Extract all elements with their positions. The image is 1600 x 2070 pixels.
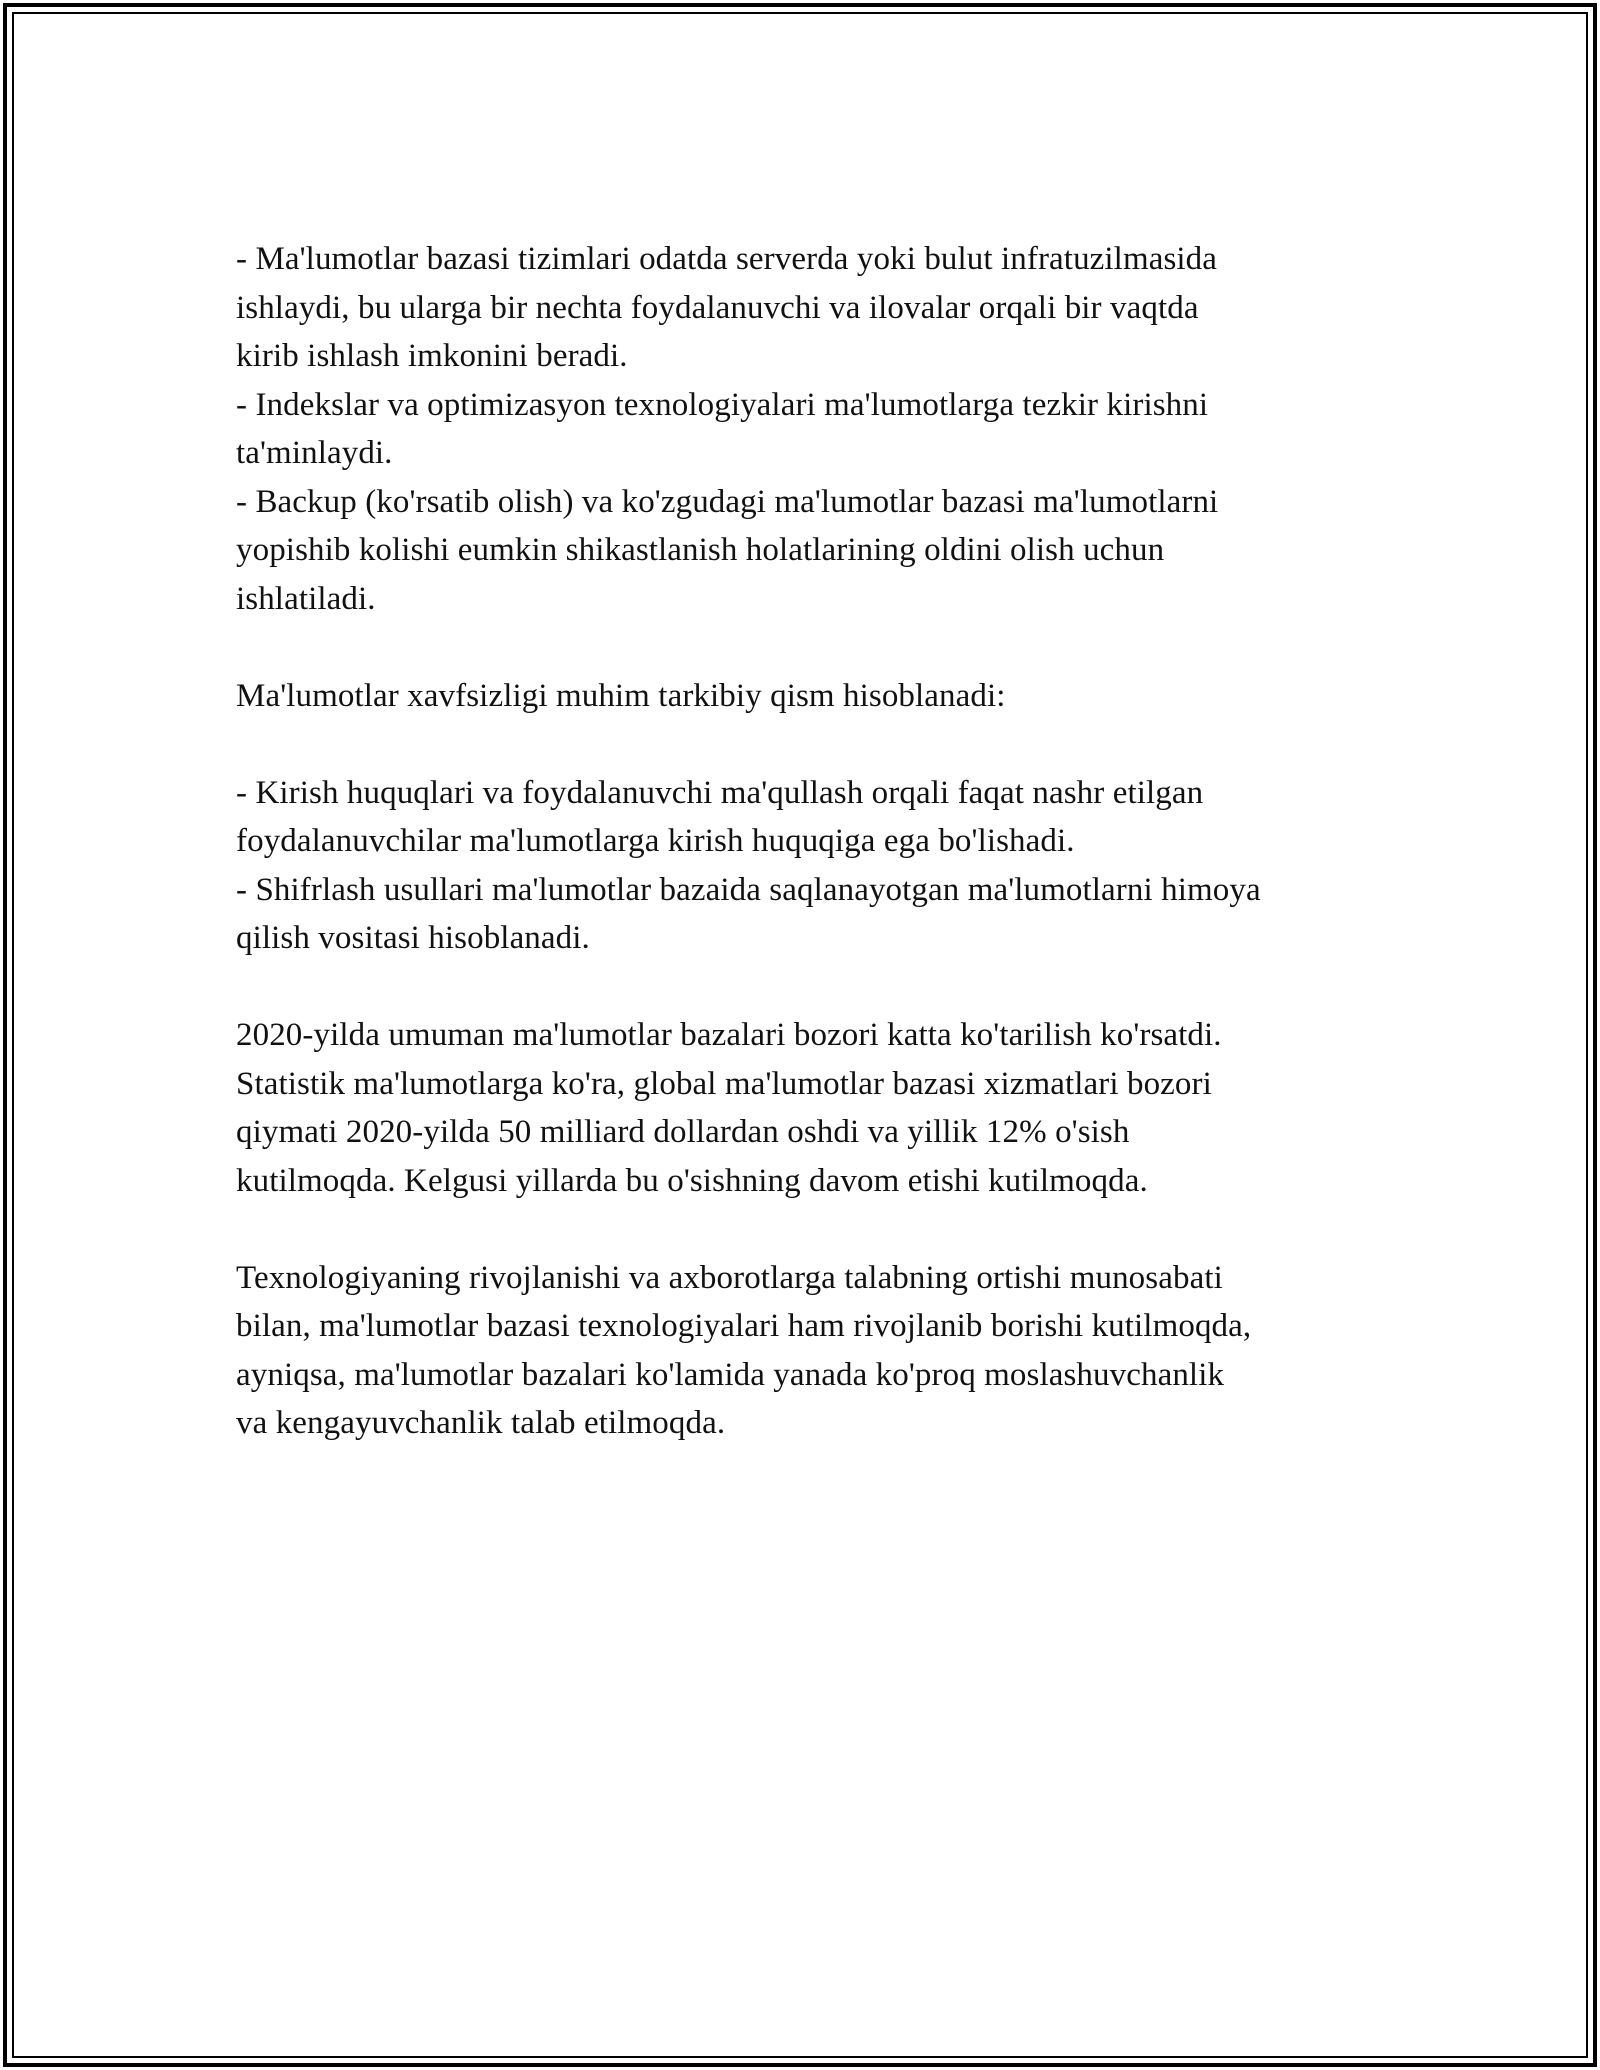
paragraph-database-systems	[236, 235, 1416, 623]
paragraph-security-heading	[236, 672, 1416, 721]
text-line: - Kirish huquqlari va foydalanuvchi ma'qullash orqali faqat nashr etilgan	[236, 774, 1204, 811]
text-line: kutilmoqda. Kelgusi yillarda bu o'sishning davom etishi kutilmoqda.	[236, 1162, 1148, 1199]
text-line: - Shifrlash usullari ma'lumotlar bazaida saqlanayotgan ma'lumotlarni himoya	[236, 871, 1261, 908]
paragraph-technology-outlook	[236, 1254, 1416, 1448]
text-line: qiymati 2020-yilda 50 milliard dollardan oshdi va yillik 12% o'sish	[236, 1114, 1130, 1150]
text-line: kirib ishlash imkonini beradi.	[236, 338, 628, 374]
text-line: va kengayuvchanlik talab etilmoqda.	[236, 1405, 726, 1441]
text-line: foydalanuvchilar ma'lumotlarga kirish huquqiga ega bo'lishadi.	[236, 823, 1075, 859]
text-line: 2020-yilda umuman ma'lumotlar bazalari bozori katta ko'tarilish ko'rsatdi.	[236, 1017, 1222, 1053]
text-line: Statistik ma'lumotlarga ko'ra, global ma'lumotlar bazasi xizmatlari bozori	[236, 1065, 1212, 1102]
document-body	[236, 235, 1416, 1496]
text-line: Texnologiyaning rivojlanishi va axborotlarga talabning ortishi munosabati	[236, 1259, 1223, 1296]
text-line: ishlaydi, bu ularga bir nechta foydalanuvchi va ilovalar orqali bir vaqtda	[236, 289, 1199, 326]
text-line: - Backup (ko'rsatib olish) va ko'zgudagi ma'lumotlar bazasi ma'lumotlarni	[236, 483, 1219, 520]
text-line: yopishib kolishi eumkin shikastlanish holatlarining oldini olish uchun	[236, 532, 1165, 568]
text-line: ta'minlaydi.	[236, 435, 393, 471]
text-line: qilish vositasi hisoblanadi.	[236, 920, 590, 956]
text-line: ayniqsa, ma'lumotlar bazalari ko'lamida yanada ko'proq moslashuvchanlik	[236, 1356, 1225, 1393]
text-line: ishlatiladi.	[236, 580, 376, 617]
paragraph-market-2020	[236, 1011, 1416, 1205]
text-line: bilan, ma'lumotlar bazasi texnologiyalari ham rivojlanib borishi kutilmoqda,	[236, 1308, 1252, 1344]
text-line: - Ma'lumotlar bazasi tizimlari odatda serverda yoki bulut infratuzilmasida	[236, 241, 1218, 277]
paragraph-security-items	[236, 769, 1416, 963]
text-line: - Indekslar va optimizasyon texnologiyalari ma'lumotlarga tezkir kirishni	[236, 386, 1209, 423]
text-line: Ma'lumotlar xavfsizligi muhim tarkibiy qism hisoblanadi:	[236, 677, 1006, 714]
